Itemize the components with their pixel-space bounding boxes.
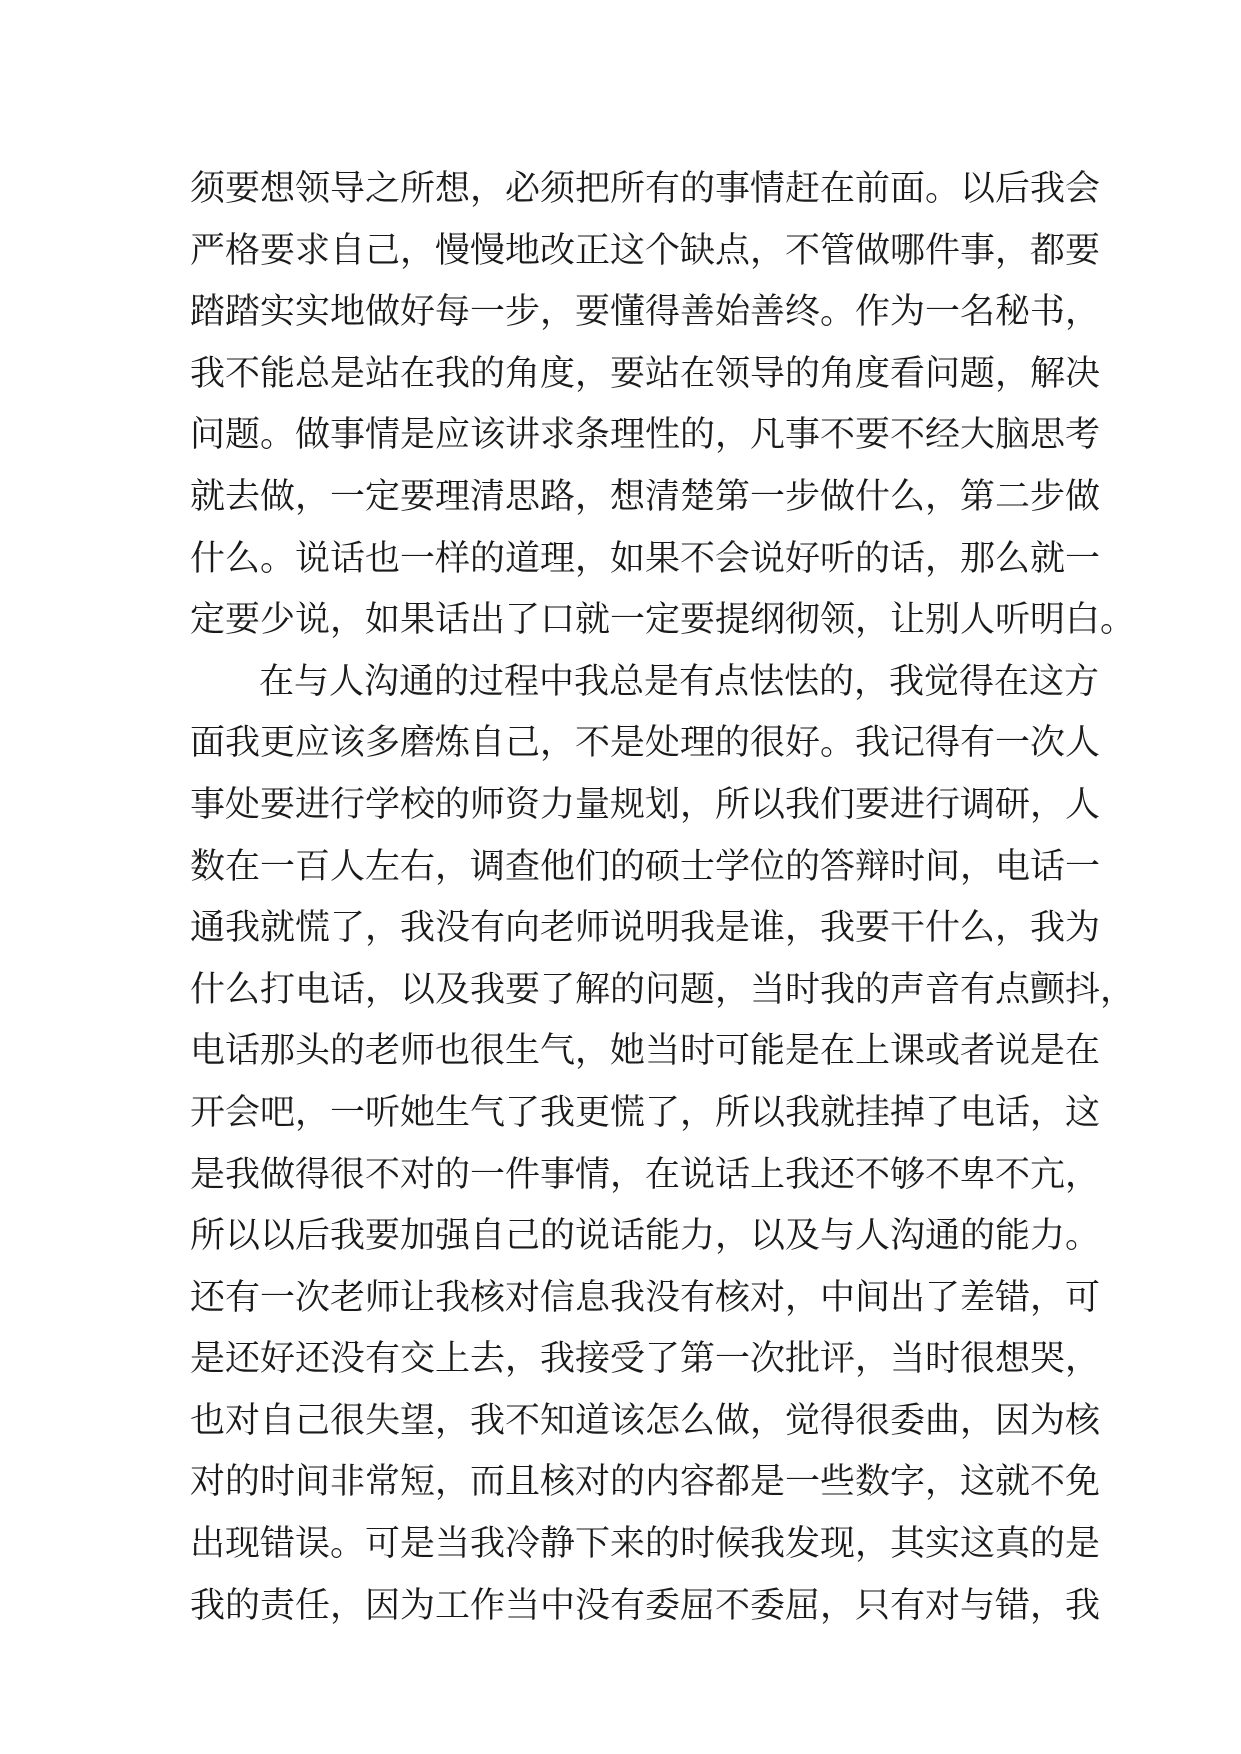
text-line: 对的时间非常短，而且核对的内容都是一些数字，这就不免 <box>190 1462 1101 1503</box>
text-line: 就去做，一定要理清思路，想清楚第一步做什么，第二步做 <box>190 476 1101 517</box>
text-line: 踏踏实实地做好每一步，要懂得善始善终。作为一名秘书， <box>190 292 1101 333</box>
text-line: 也对自己很失望，我不知道该怎么做，觉得很委曲，因为核 <box>190 1400 1101 1441</box>
paragraph-end-line: 定要少说，如果话出了口就一定要提纲彻领，让别人听明白。 <box>190 600 1136 641</box>
text-line: 问题。做事情是应该讲求条理性的，凡事不要不经大脑思考 <box>190 415 1101 456</box>
text-line: 我不能总是站在我的角度，要站在领导的角度看问题，解决 <box>190 353 1101 394</box>
text-line: 出现错误。可是当我冷静下来的时候我发现，其实这真的是 <box>190 1524 1101 1565</box>
paragraph-start-line: 在与人沟通的过程中我总是有点怯怯的，我觉得在这方 <box>259 661 1100 702</box>
text-line: 须要想领导之所想，必须把所有的事情赶在前面。以后我会 <box>190 169 1101 209</box>
text-line: 所以以后我要加强自己的说话能力，以及与人沟通的能力。 <box>190 1216 1101 1257</box>
text-line: 通我就慌了，我没有向老师说明我是谁，我要干什么，我为 <box>190 908 1101 949</box>
text-line: 开会吧，一听她生气了我更慌了，所以我就挂掉了电话，这 <box>190 1092 1101 1133</box>
text-line: 事处要进行学校的师资力量规划，所以我们要进行调研，人 <box>190 784 1101 825</box>
text-line: 电话那头的老师也很生气，她当时可能是在上课或者说是在 <box>190 1031 1101 1072</box>
text-line: 严格要求自己，慢慢地改正这个缺点，不管做哪件事，都要 <box>190 230 1101 271</box>
body-text <box>190 159 1136 1637</box>
text-line: 什么。说话也一样的道理，如果不会说好听的话，那么就一 <box>190 538 1101 579</box>
text-line: 是我做得很不对的一件事情，在说话上我还不够不卑不亢， <box>190 1154 1101 1195</box>
text-line: 是还好还没有交上去，我接受了第一次批评，当时很想哭， <box>190 1339 1101 1380</box>
text-line: 我的责任，因为工作当中没有委屈不委屈，只有对与错，我 <box>190 1585 1101 1626</box>
text-line: 面我更应该多磨炼自己，不是处理的很好。我记得有一次人 <box>190 723 1101 764</box>
text-line: 什么打电话，以及我要了解的问题，当时我的声音有点颤抖， <box>190 969 1136 1010</box>
text-line: 数在一百人左右，调查他们的硕士学位的答辩时间，电话一 <box>190 846 1101 887</box>
text-line: 还有一次老师让我核对信息我没有核对，中间出了差错，可 <box>190 1277 1101 1318</box>
